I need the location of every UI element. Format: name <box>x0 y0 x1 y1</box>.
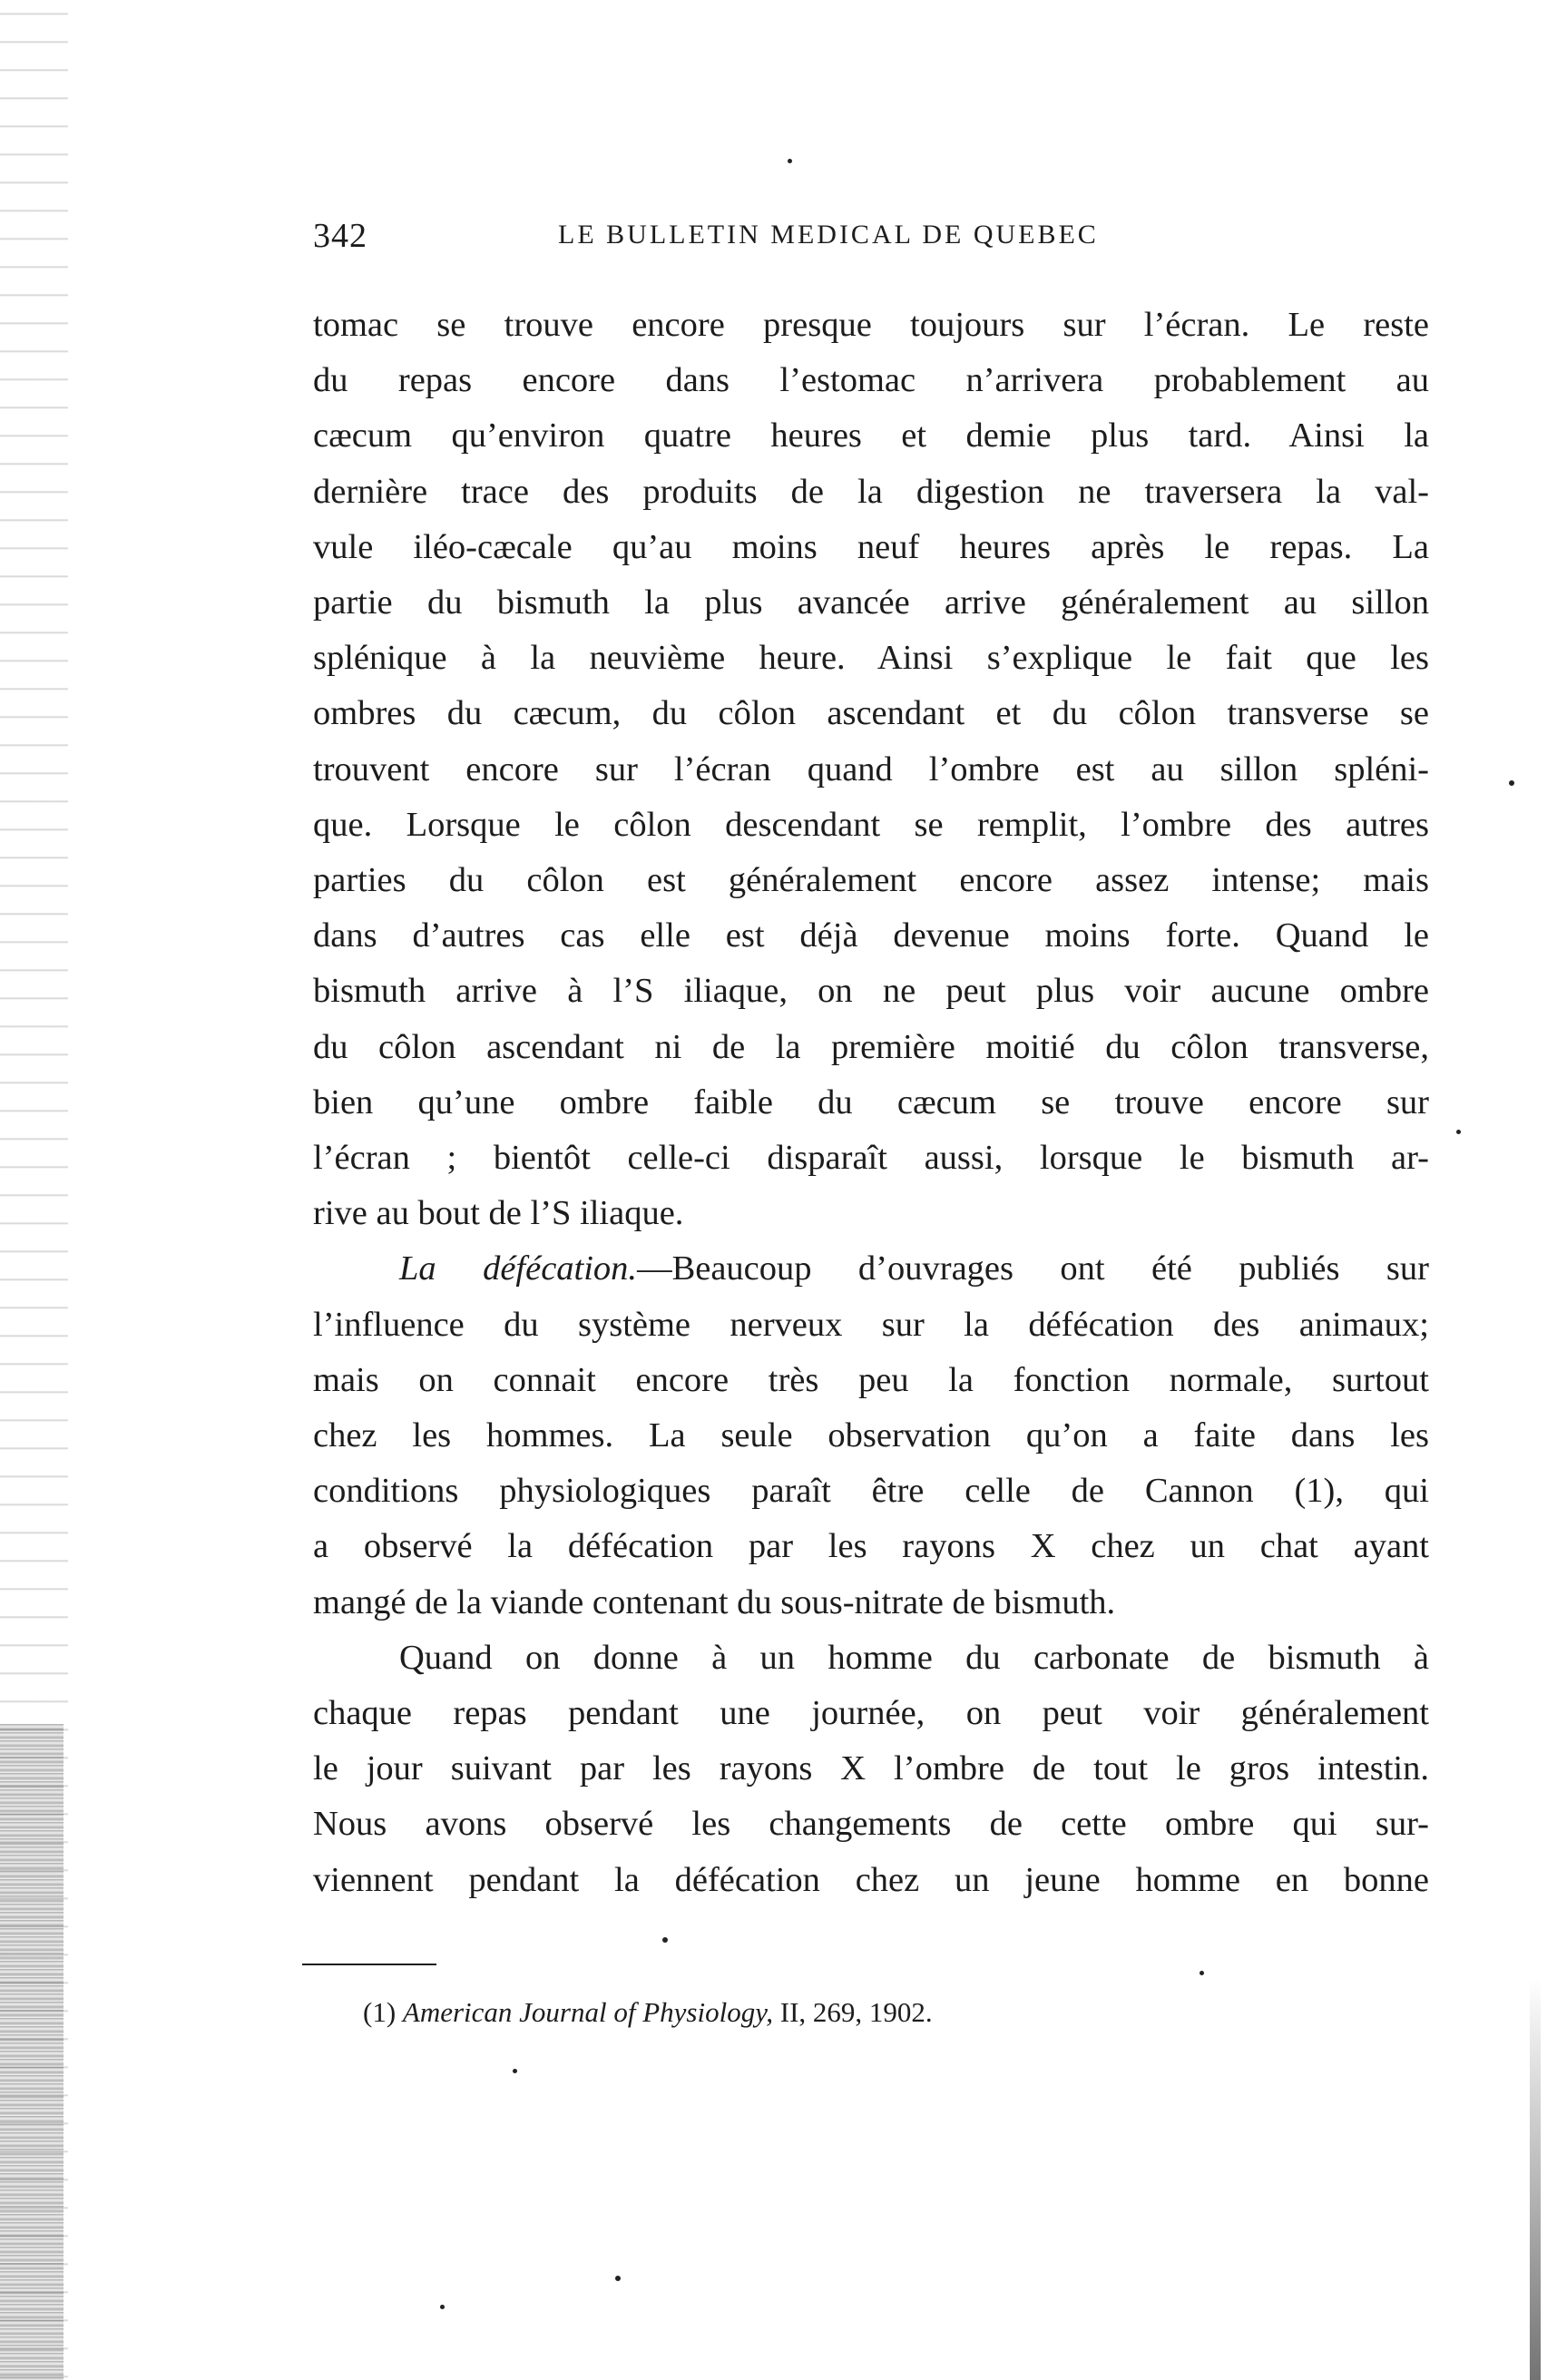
scan-speck <box>615 2276 621 2281</box>
text-line: dernière trace des produits de la digestion ne traversera la val- <box>313 472 1429 511</box>
text-line: l’écran ; bientôt celle-ci disparaît aussi, lorsque le bismuth ar- <box>313 1139 1429 1178</box>
scan-speck <box>440 2305 445 2309</box>
text-line: splénique à la neuvième heure. Ainsi s’explique le fait que les <box>313 639 1429 678</box>
text-line: du repas encore dans l’estomac n’arrivera probablement au <box>313 361 1429 400</box>
text-line: dans d’autres cas elle est déjà devenue moins forte. Quand le <box>313 916 1429 955</box>
text-line-with-heading <box>313 1241 1429 1297</box>
text-line: ombres du cæcum, du côlon ascendant et du côlon transverse se <box>313 694 1429 733</box>
text-line: viennent pendant la défécation chez un jeune homme en bonne <box>313 1860 1429 1899</box>
text-line: vule iléo-cæcale qu’au moins neuf heures après le repas. La <box>313 527 1429 566</box>
page-header <box>313 216 1220 261</box>
text-line: tomac se trouve encore presque toujours sur l’écran. Le reste <box>313 306 1429 344</box>
text-line: cæcum qu’environ quatre heures et demie plus tard. Ainsi la <box>313 416 1429 455</box>
text-line: chez les hommes. La seule observation qu’on a faite dans les <box>313 1416 1429 1455</box>
text-line: Quand on donne à un homme du carbonate de bismuth à <box>399 1638 1429 1677</box>
scan-speck <box>788 159 792 163</box>
text-line: l’influence du système nerveux sur la défécation des animaux; <box>313 1305 1429 1344</box>
text-line: le jour suivant par les rayons X l’ombre de tout le gros intestin. <box>313 1749 1429 1788</box>
paragraph-2 <box>313 1241 1429 1630</box>
scan-speck <box>1456 1130 1461 1134</box>
footnote-marker: (1) <box>363 1996 397 2028</box>
text-line: conditions physiologiques paraît être celle de Cannon (1), qui <box>313 1472 1429 1511</box>
text-line: Nous avons observé les changements de cette ombre qui sur- <box>313 1805 1429 1844</box>
scan-speck <box>513 2069 517 2073</box>
paragraph-3 <box>313 1631 1429 1908</box>
footnote-rule <box>302 1964 436 1965</box>
paragraph-1 <box>313 298 1429 1241</box>
scan-speck <box>1200 1971 1204 1975</box>
footnote <box>363 1996 1180 2029</box>
text-line-rest: —Beaucoup d’ouvrages ont été publiés sur <box>637 1249 1429 1288</box>
text-line: mais on connait encore très peu la fonction normale, surtout <box>313 1360 1429 1399</box>
text-line: rive au bout de l’S iliaque. <box>313 1194 684 1233</box>
section-heading-defecation: La défécation. <box>399 1249 638 1288</box>
text-line: chaque repas pendant une journée, on peut voir généralement <box>313 1694 1429 1733</box>
footnote-journal: American Journal of Physiology, <box>402 1996 774 2028</box>
body-text <box>313 298 1429 1908</box>
text-line: trouvent encore sur l’écran quand l’ombre est au sillon spléni- <box>313 749 1429 788</box>
scan-gutter-dark-noise <box>0 1724 64 2380</box>
text-line: bismuth arrive à l’S iliaque, on ne peut plus voir aucune ombre <box>313 972 1429 1011</box>
scan-speck <box>662 1937 668 1943</box>
page-number: 342 <box>313 217 367 255</box>
text-line: bien qu’une ombre faible du cæcum se trouve encore sur <box>313 1082 1429 1121</box>
scan-speck <box>1509 780 1514 786</box>
text-line: parties du côlon est généralement encore assez intense; mais <box>313 861 1429 900</box>
scan-right-edge-mark <box>1530 1978 1541 2380</box>
text-line: mangé de la viande contenant du sous-nitrate de bismuth. <box>313 1582 1116 1621</box>
running-title: LE BULLETIN MEDICAL DE QUEBEC <box>558 220 1099 250</box>
text-line: du côlon ascendant ni de la première moitié du côlon transverse, <box>313 1027 1429 1066</box>
text-line: que. Lorsque le côlon descendant se remplit, l’ombre des autres <box>313 805 1429 844</box>
text-line: a observé la défécation par les rayons X chez un chat ayant <box>313 1527 1429 1566</box>
text-line: partie du bismuth la plus avancée arrive généralement au sillon <box>313 583 1429 622</box>
footnote-reference: II, 269, 1902. <box>779 1996 933 2028</box>
